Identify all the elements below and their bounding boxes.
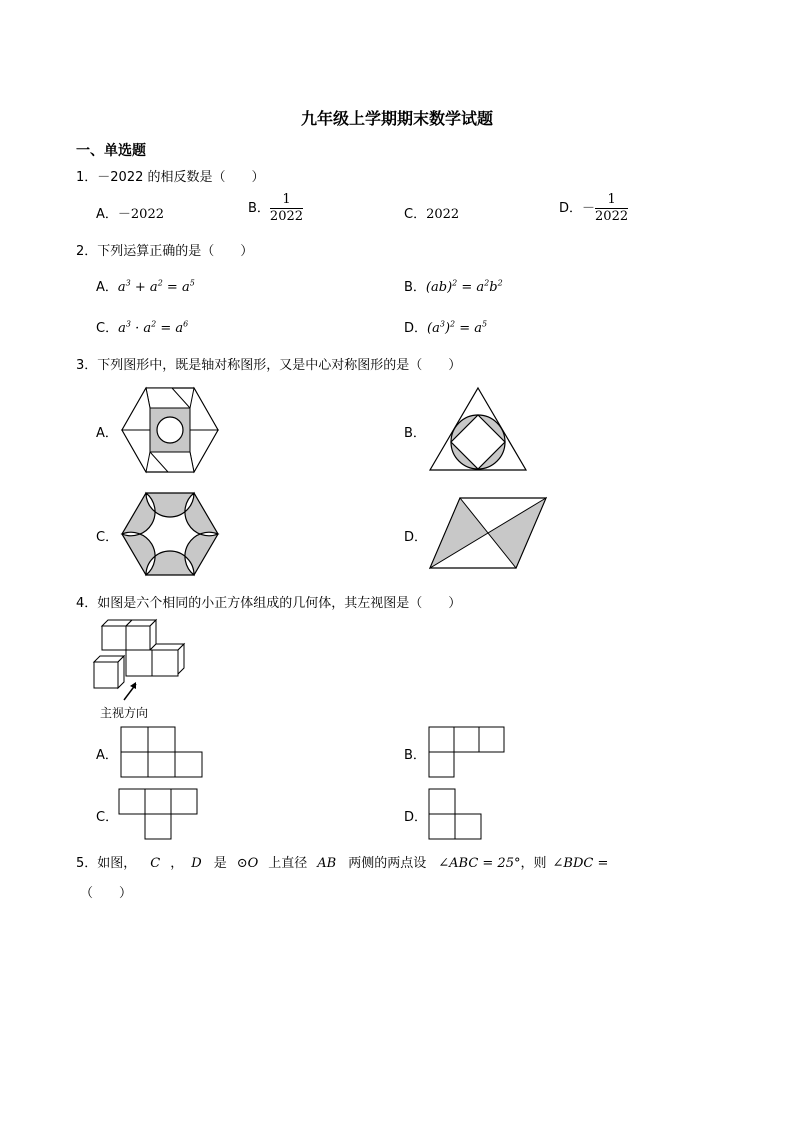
- angle-abc: ∠ABC = 25°: [438, 856, 521, 871]
- q2-option-c[interactable]: [96, 317, 188, 336]
- option-label: B．: [248, 201, 270, 216]
- question-1-stem: 1．－2022 的相反数是（ ）: [76, 170, 265, 185]
- option-label: C．: [404, 207, 427, 222]
- q2-option-a[interactable]: [96, 276, 195, 295]
- question-5-stem: [76, 852, 608, 871]
- q4-figure-c: [118, 788, 200, 840]
- q3-figure-b: [428, 386, 528, 472]
- q4-figure-d: [428, 788, 484, 840]
- diameter-ab: AB: [317, 856, 337, 871]
- q5-answer-paren: （ ）: [80, 886, 133, 901]
- q3-figure-d: [430, 496, 548, 570]
- q1-option-c[interactable]: [404, 203, 459, 222]
- minus-sign: －: [582, 201, 596, 216]
- point-d: D: [191, 856, 202, 871]
- option-label: A．: [96, 280, 118, 295]
- q4-option-a-label[interactable]: A．: [96, 748, 118, 763]
- q4-cube-solid: [92, 614, 192, 694]
- q4-option-d-label[interactable]: D．: [404, 810, 428, 825]
- q4-option-b-label[interactable]: B．: [404, 748, 426, 763]
- q3-figure-c: [120, 492, 220, 576]
- point-c: C: [150, 856, 161, 871]
- formula: $(ab)^2 = a^2b^2$: [425, 278, 503, 295]
- formula: $a^3 \cdot a^2 = a^6$: [118, 319, 189, 336]
- q5-text: 两侧的两点设: [348, 856, 427, 871]
- comma: ，: [170, 856, 184, 871]
- fraction: [270, 192, 303, 225]
- question-2-stem: 2．下列运算正确的是（ ）: [76, 244, 254, 259]
- q4-figure-a: [120, 726, 204, 778]
- q3-option-b-label[interactable]: B．: [404, 426, 426, 441]
- q2-option-b[interactable]: [404, 276, 503, 295]
- question-4-stem: 4．如图是六个相同的小正方体组成的几何体，其左视图是（ ）: [76, 596, 462, 611]
- option-label: C．: [96, 321, 119, 336]
- numerator: 1: [270, 192, 303, 209]
- page-title: 九年级上学期期末数学试题: [300, 109, 493, 128]
- q4-figure-b: [428, 726, 508, 778]
- q3-option-d-label[interactable]: D．: [404, 530, 428, 545]
- view-direction-label: 主视方向: [100, 706, 149, 720]
- q3-option-a-label[interactable]: A．: [96, 426, 118, 441]
- option-value: －2022: [117, 207, 164, 222]
- option-label: D．: [404, 321, 428, 336]
- q4-option-c-label[interactable]: C．: [96, 810, 119, 825]
- q5-number: 5．如图，: [76, 856, 137, 871]
- option-label: A．: [96, 207, 118, 222]
- angle-bdc: ∠BDC =: [552, 856, 609, 871]
- formula: $(a^3)^2 = a^5$: [427, 319, 488, 336]
- denominator: 2022: [595, 209, 629, 224]
- q1-option-b[interactable]: [248, 192, 303, 225]
- section-heading: 一、单选题: [76, 143, 146, 159]
- question-3-stem: 3．下列图形中，既是轴对称图形，又是中心对称图形的是（ ）: [76, 358, 462, 373]
- option-value: 2022: [426, 207, 460, 222]
- circle-o: ⊙O: [236, 856, 259, 871]
- q3-option-c-label[interactable]: C．: [96, 530, 119, 545]
- word-then: ，则: [520, 856, 547, 871]
- denominator: 2022: [269, 209, 304, 224]
- q1-option-a[interactable]: [96, 203, 164, 222]
- fraction: [595, 192, 628, 225]
- word-on-diameter: 上直径: [268, 856, 308, 871]
- numerator: 1: [595, 192, 628, 209]
- word-is: 是: [213, 856, 227, 871]
- q3-figure-a: [120, 386, 220, 474]
- formula: $a^3 + a^2 = a^5$: [117, 278, 195, 295]
- q2-option-d[interactable]: [404, 317, 487, 336]
- q1-option-d[interactable]: [559, 192, 628, 225]
- option-label: B．: [404, 280, 426, 295]
- option-label: D．: [559, 201, 583, 216]
